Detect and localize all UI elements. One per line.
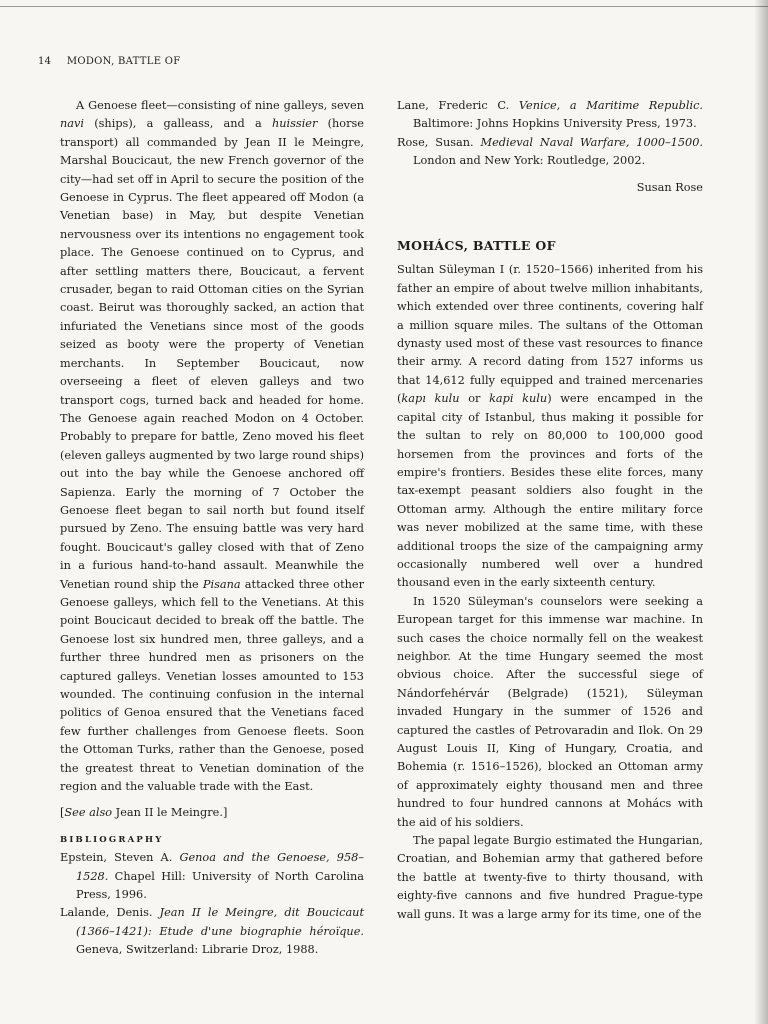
mohacs-paragraph: In 1520 Süleyman's counselors were seeking a European target for this immense war machine. In such cases the choice normally fell on the weakest neighbor. At the time Hungary seemed the most obvious choice. After the successful siege of Nándorfehérvár (Belgrade) (1521), Süleyman invaded Hungary in the summer of 1526 and captured the castles of Petrovaradin and Ilok. On 29 August Louis II, King of Hungary, Croatia, and Bohemia (r. 1516–1526), blocked an Ottoman army of approximately eighty thousand men and three hundred to four hundred cannons at Mohács with the aid of his soldiers.: [397, 594, 703, 829]
bibliography-entry: Lane, Frederic C. Venice, a Maritime Republic. Baltimore: Johns Hopkins University Press, 1973.: [397, 99, 704, 131]
bibliography-entry: Epstein, Steven A. Genoa and the Genoese, 958–1528. Chapel Hill: University of North Carolina Press, 1996.: [60, 851, 364, 902]
modon-paragraph: A Genoese fleet—consisting of nine galleys, seven navi (ships), a galleass, and a huissier (horse transport) all commanded by Jean II le Meingre, Marshal Boucicaut, the new French governor of the city—had set off in April to secure the position of the Genoese in Cyprus. The fleet appeared off Modon (a Venetian base) in May, but despite Venetian nervousness over its intentions no engagement took place. The Genoese continued on to Cyprus, and after settling matters there, Boucicaut, a fervent crusader, began to raid Ottoman cities on the Syrian coast. Beirut was thoroughly sacked, an action that infuriated the Venetians since most of the goods seized as booty were the property of Venetian merchants. In September Boucicaut, now overseeing a fleet of eleven galleys and two transport cogs, turned back and headed for home. The Genoese again reached Modon on 4 October. Probably to prepare for battle, Zeno moved his fleet (eleven galleys augmented by two large round ships) out into the bay while the Genoese anchored off Sapienza. Early the morning of 7 October the Genoese fleet began to sail north but found itself pursued by Zeno. The ensuing battle was very hard fought. Boucicaut's galley closed with that of Zeno in a furious hand-to-hand assault. Meanwhile the Venetian round ship the Pisana attacked three other Genoese galleys, which fell to the Venetians. At this point Boucicaut decided to break off the battle. The Genoese lost six hundred men, three galleys, and a further three hundred men as prisoners on the captured galleys. Venetian losses amounted to 153 wounded. The continuing confusion in the internal politics of Genoa ensured that the Venetians faced few further challenges from Genoese fleets. Soon the Ottoman Turks, rather than the Genoese, posed the greatest threat to Venetian domination of the region and the valuable trade with the East.: [60, 99, 364, 794]
mohacs-paragraph: Sultan Süleyman I (r. 1520–1566) inherited from his father an empire of about twelve million inhabitants, which extended over three continents, covering half a million square miles. The sultans of the Ottoman dynasty used most of these vast resources to finance their army. A record dating from 1527 informs us that 14,612 fully equipped and trained mercenaries (kapı kulu or kapi kulu) were encamped in the capital city of Istanbul, thus making it possible for the sultan to rely on 80,000 to 100,000 good horsemen from the provinces and forts of the empire's frontiers. Besides these elite forces, many tax-exempt peasant soldiers also fought in the Ottoman army. Although the entire military force was never mobilized at the same time, with these additional troops the size of the campaigning army occasionally numbered well over a hundred thousand even in the early sixteenth century.: [397, 263, 703, 590]
page-number: 14: [38, 56, 52, 67]
page-gutter-shadow: [754, 0, 768, 1024]
running-head: [38, 56, 181, 67]
bibliography-entry: Lalande, Denis. Jean II le Meingre, dit Boucicaut (1366–1421): Etude d'une biographie héroïque. Geneva, Switzerland: Librarie Droz, 1988.: [60, 906, 364, 957]
bibliography-entry: Rose, Susan. Medieval Naval Warfare, 1000–1500. London and New York: Routledge, 2002.: [397, 135, 704, 168]
entry-heading: MOHÁCS, BATTLE OF: [397, 238, 556, 254]
bibliography-heading: BIBLIOGRAPHY: [60, 834, 164, 845]
running-title: MODON, BATTLE OF: [66, 56, 181, 67]
left-column: [60, 97, 364, 960]
right-column: [397, 97, 703, 924]
top-rule: [0, 6, 768, 7]
mohacs-paragraph: The papal legate Burgio estimated the Hungarian, Croatian, and Bohemian army that gathered before the battle at twenty-five to thirty thousand, with eighty-five cannons and five hundred Prague-type wall guns. It was a large army for its time, one of the: [397, 834, 703, 921]
see-also-reference: [See also Jean II le Meingre.]: [60, 806, 228, 820]
see-also-link[interactable]: Jean II le Meingre.]: [112, 806, 228, 820]
author-signature: Susan Rose: [636, 180, 703, 194]
